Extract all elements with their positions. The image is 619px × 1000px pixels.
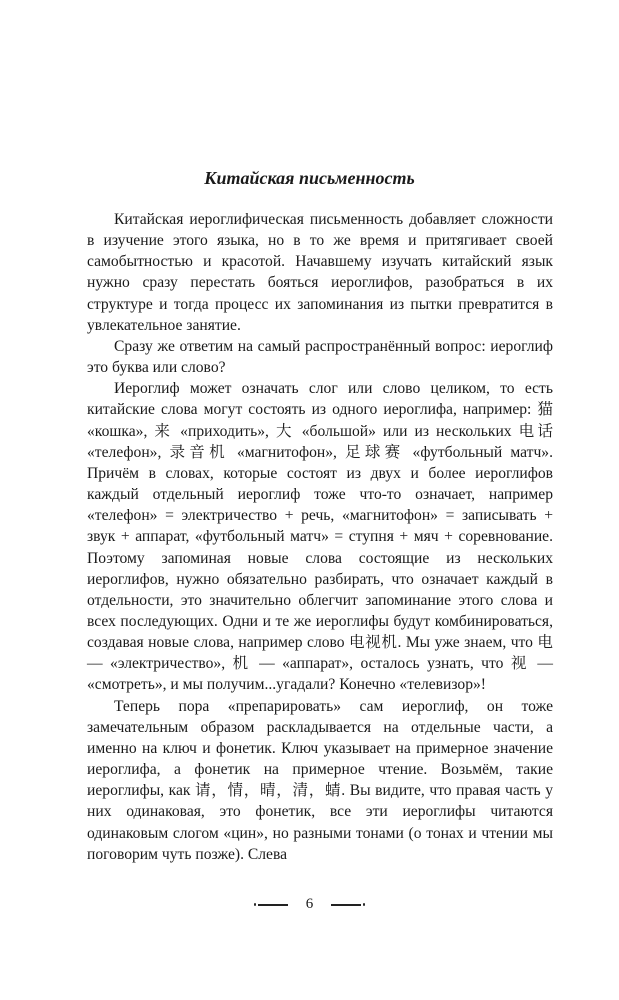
paragraph: Китайская иероглифическая письменность добавляет сложности в изучение этого языка, но в то же время и притягивает своей самобытностью и красотой. Начавшему изучать китайский язык нужно сразу перестать бояться иероглифов, разобраться в их структуре и тогда процесс их запоминания из пытки превратится в увлекательное занятие. — [87, 211, 553, 334]
paragraph: Иероглиф может означать слог или слово целиком, то есть китайские слова могут состоять из одного иероглифа, например: 猫 «кошка», 来 «приходить», 大 «большой» или из нескольких 电话 «телефон», 录音机 «магнитофон», 足球赛 «футбольный матч». Причём в словах, которые состоят из двух и более иероглифов каждый отдельный иероглиф тоже что-то означает, например «телефон» = электричество + речь, «магнитофон» = записывать + звук + аппарат, «футбольный матч» = ступня + мяч + соревнование. Поэтому запоминая новые слова состоящие из нескольких иероглифов, нужно обязательно разбирать, что означает каждый в отдельности, это значительно облегчит запоминание этого слова и всех последующих. Одни и те же иероглифы будут комбинироваться, создавая новые слова, например слово 电视机. Мы уже знаем, что 电 — «электричество», 机 — «аппарат», осталось узнать, что 视 — «смотреть», и мы получим...угадали? Конечно «телевизор»! — [87, 380, 553, 694]
body-text — [87, 209, 553, 865]
footer-rule-right — [331, 904, 361, 906]
paragraph: Сразу же ответим на самый распространённый вопрос: иероглиф это буква или слово? — [87, 337, 553, 377]
page-footer — [0, 896, 619, 913]
chapter-title: Китайская письменность — [204, 168, 415, 188]
footer-rule-left — [258, 904, 288, 906]
paragraph: Теперь пора «препарировать» сам иероглиф, он тоже замечательным образом раскладывается на отдельные части, а именно на ключ и фонетик. Ключ указывает на примерное значение иероглифа, а фонетик на примерное чтение. Возьмём, такие иероглифы, как 请，情，晴，清，蜻. Вы видите, что правая часть у них одинаковая, это фонетик, все эти иероглифы читаются одинаковым слогом «цин», но разными тонами (о тонах и чтении мы поговорим чуть позже). Слева — [87, 697, 553, 863]
page-number: 6 — [305, 896, 314, 912]
